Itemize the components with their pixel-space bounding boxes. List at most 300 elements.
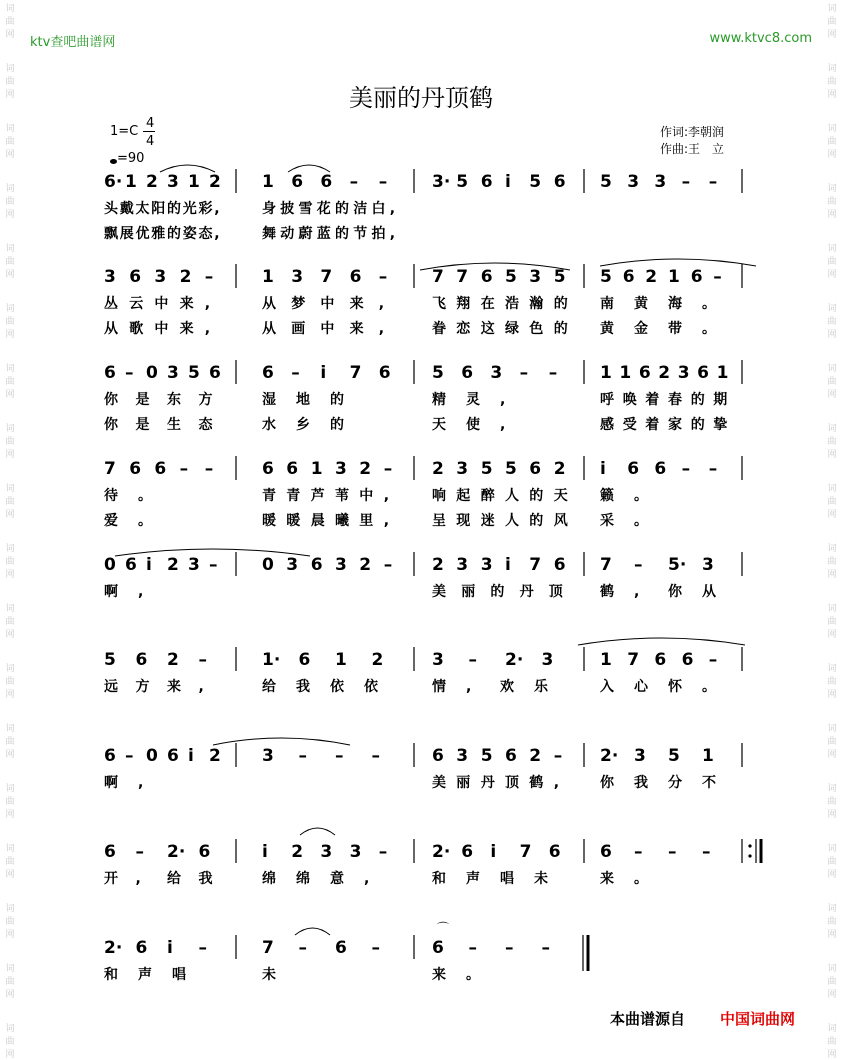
note: 6 [135, 650, 148, 670]
watermark-glyph: 曲 [827, 137, 837, 147]
watermark-glyph: 曲 [827, 617, 837, 627]
lyric-char: 南 [600, 296, 614, 312]
note: 6 [654, 459, 667, 479]
lyric-char: 来 [600, 871, 614, 887]
lyric-char-verse2: 恋 [456, 321, 471, 337]
lyric-char: 中 [154, 296, 169, 312]
lyric-char: 彩 [198, 201, 213, 217]
lyric-char-verse2: 态 [198, 417, 213, 433]
lyric-char-verse2: 画 [291, 321, 306, 337]
lyric-char: 依 [364, 679, 378, 695]
watermark-glyph: 词 [827, 724, 837, 734]
lyric-char: 的 [553, 296, 568, 312]
note: 6 [553, 172, 566, 192]
note: 0 [146, 746, 158, 766]
lyric-char: 方 [135, 679, 150, 695]
note: 2 [529, 746, 542, 766]
watermark-glyph: 曲 [827, 77, 837, 87]
note: 5· [668, 555, 687, 575]
watermark-glyph: 词 [5, 724, 15, 734]
note: 5 [480, 746, 493, 766]
lyric-char: 是 [135, 392, 150, 408]
lyric-char-verse2: 动 [280, 226, 295, 242]
lyric-char: 湿 [262, 392, 276, 408]
note: 6 [125, 555, 137, 575]
lyric-char-verse2: 乡 [296, 417, 310, 433]
lyric-char: 远 [104, 679, 118, 695]
note: 7 [519, 842, 532, 862]
lyric-char: 籁 [600, 488, 614, 504]
watermark-glyph: 曲 [5, 137, 15, 147]
watermark-glyph: 曲 [827, 917, 837, 927]
note: 2 [209, 172, 221, 192]
note: 7 [320, 267, 333, 287]
lyric-char: 来 [432, 967, 446, 983]
watermark-glyph: 词 [827, 1024, 837, 1034]
lyric-char: 。 [138, 488, 152, 504]
note: 6 [461, 842, 474, 862]
lyric-char: 和 [104, 967, 118, 983]
lyric-char: 戴 [119, 201, 134, 217]
note: 1 [619, 363, 632, 383]
note: 1 [262, 267, 274, 287]
note: 5 [553, 267, 566, 287]
lyric-char-verse2: 蓝 [316, 226, 331, 242]
watermark-glyph: 曲 [827, 497, 837, 507]
watermark-glyph: 曲 [827, 737, 837, 747]
lyric-char: 我 [198, 871, 213, 887]
note: – [541, 938, 550, 958]
lyric-char: 身 [262, 201, 276, 217]
repeat-dot [748, 854, 751, 857]
lyric-char: 给 [167, 871, 181, 887]
watermark-glyph: 曲 [827, 197, 837, 207]
lyric-char: , [389, 201, 396, 217]
note: 5 [505, 267, 517, 287]
lyric-char: 未 [262, 967, 276, 983]
watermark-glyph: 网 [5, 90, 15, 100]
lyric-char-verse2: 呈 [432, 513, 446, 529]
lyric-char-verse2: 节 [353, 226, 368, 242]
lyric-char: 丹 [480, 775, 495, 791]
song-title: 美丽的丹顶鹤 [349, 84, 493, 112]
lyric-char-verse2: 暖 [262, 513, 276, 529]
slur [288, 165, 330, 172]
note: – [702, 842, 711, 862]
lyric-char-verse2: 的 [330, 417, 344, 433]
note: – [634, 555, 643, 575]
slur [160, 165, 215, 172]
note: 3 [320, 842, 333, 862]
lyric-char: , [500, 392, 506, 408]
watermark-glyph: 网 [5, 270, 15, 280]
slur [578, 638, 745, 645]
lyric-char-verse2: 生 [167, 417, 181, 433]
lyric-char: 绵 [296, 871, 310, 887]
lyric-char: 披 [280, 201, 295, 217]
watermark-glyph: 词 [827, 64, 837, 74]
lyric-char: 啊 [104, 775, 118, 791]
watermark-glyph: 曲 [5, 677, 15, 687]
note: 7 [432, 267, 444, 287]
note: 2 [359, 555, 372, 575]
lyric-char-verse2: 里 [359, 513, 374, 529]
note: 3 [167, 172, 179, 192]
watermark-glyph: 曲 [5, 497, 15, 507]
note: 3 [456, 746, 469, 766]
lyric-char: 来 [179, 296, 194, 312]
watermark-glyph: 网 [5, 810, 15, 820]
lyric-char-verse2: 中 [154, 321, 169, 337]
watermark-glyph: 网 [5, 390, 15, 400]
watermark-glyph: 词 [827, 484, 837, 494]
note: 1 [262, 172, 274, 192]
tempo-value: =90 [117, 151, 145, 166]
note: i [146, 555, 152, 575]
note: 3 [188, 555, 200, 575]
lyric-char: 丹 [519, 584, 534, 600]
lyric-char-verse2: , [500, 417, 506, 433]
lyric-char: 乐 [534, 679, 548, 695]
note: 7 [600, 555, 612, 575]
note: – [378, 172, 388, 192]
watermark-glyph: 网 [827, 30, 837, 40]
note: – [135, 842, 144, 862]
watermark-glyph: 词 [5, 304, 15, 314]
note: – [125, 746, 134, 766]
lyric-char: 芦 [310, 488, 325, 504]
lyric-char: 人 [505, 488, 519, 504]
note: 2 [371, 650, 384, 670]
watermark-glyph: 曲 [827, 557, 837, 567]
note: – [371, 938, 380, 958]
watermark-glyph: 曲 [827, 437, 837, 447]
note: 2 [167, 650, 179, 670]
lyric-char: 美 [432, 775, 446, 791]
note: 6· [104, 172, 123, 192]
watermark-glyph: 曲 [827, 977, 837, 987]
lyric-char-verse2: 眷 [432, 321, 446, 337]
lyric-char: 梦 [291, 296, 306, 312]
watermark-glyph: 网 [827, 870, 837, 880]
note: 6 [505, 746, 517, 766]
note: 2 [645, 267, 658, 287]
note: 6 [622, 267, 635, 287]
lyric-char-verse2: 来 [179, 321, 194, 337]
note: 7 [262, 938, 274, 958]
lyric-char: 开 [104, 871, 118, 887]
note: i [167, 938, 173, 958]
lyric-char: 天 [553, 488, 568, 504]
note: 5 [668, 746, 680, 766]
note: 6 [291, 172, 304, 192]
lyric-char: 从 [262, 296, 276, 312]
watermark-glyph: 词 [827, 184, 837, 194]
watermark-glyph: 网 [5, 750, 15, 760]
lyric-char: 声 [138, 967, 152, 983]
lyric-char-verse2: 。 [634, 513, 648, 529]
lyric-char-verse2: 带 [668, 321, 682, 337]
note: – [519, 363, 529, 383]
time-sig-top: 4 [146, 116, 155, 131]
lyric-char-verse2: , [389, 226, 396, 242]
note: i [505, 555, 511, 575]
lyric-char: , [138, 775, 144, 791]
note: i [600, 459, 606, 479]
note: 6 [129, 459, 142, 479]
watermark-glyph: 网 [5, 930, 15, 940]
lyric-char-verse2: 从 [104, 321, 118, 337]
watermark-glyph: 词 [827, 604, 837, 614]
watermark-glyph: 词 [5, 904, 15, 914]
note: 6 [104, 746, 116, 766]
note: 3 [432, 650, 444, 670]
note: – [298, 746, 307, 766]
key-signature: 1=C [110, 124, 139, 139]
lyric-char: 。 [466, 967, 480, 983]
note: 2 [658, 363, 671, 383]
note: 1 [188, 172, 200, 192]
note: 6 [480, 267, 493, 287]
lyric-char: 起 [456, 488, 471, 504]
lyric-char-verse2: 天 [432, 417, 446, 433]
watermark-glyph: 词 [5, 4, 15, 14]
lyric-char: 苇 [335, 488, 349, 504]
lyric-char: 东 [167, 392, 181, 408]
lyric-char: 的 [490, 584, 505, 600]
watermark-glyph: 曲 [5, 1037, 15, 1047]
watermark-glyph: 网 [5, 330, 15, 340]
lyric-char-verse2: , [214, 226, 220, 242]
lyric-char-verse2: 采 [600, 513, 614, 529]
lyric-char: 我 [634, 775, 648, 791]
lyric-char: 不 [702, 775, 716, 791]
note: 5 [104, 650, 116, 670]
watermark-glyph: 词 [5, 64, 15, 74]
note: 3 [627, 172, 640, 192]
watermark-glyph: 词 [5, 244, 15, 254]
lyric-char: 青 [286, 488, 301, 504]
note: 7 [104, 459, 116, 479]
lyric-char: 洁 [353, 201, 368, 217]
lyric-char: 精 [432, 392, 446, 408]
watermark-glyph: 曲 [5, 737, 15, 747]
note: – [634, 842, 643, 862]
watermark-glyph: 网 [827, 90, 837, 100]
note: – [371, 746, 380, 766]
lyric-char: 。 [702, 296, 716, 312]
note: – [378, 842, 388, 862]
note: 3 [654, 172, 667, 192]
lyric-char-verse2: 水 [262, 417, 276, 433]
watermark-glyph: 网 [827, 690, 837, 700]
note: 6 [104, 363, 116, 383]
note: 3 [634, 746, 646, 766]
note: 6 [627, 459, 640, 479]
watermark-glyph: 词 [827, 364, 837, 374]
lyric-char: , [198, 679, 204, 695]
watermark-glyph: 网 [827, 630, 837, 640]
lyric-char-verse2: 色 [529, 321, 544, 337]
note: 2 [359, 459, 372, 479]
watermark-glyph: 曲 [5, 977, 15, 987]
watermark-glyph: 网 [827, 390, 837, 400]
note: – [553, 746, 563, 766]
note: 7 [456, 267, 469, 287]
note: 6 [129, 267, 142, 287]
watermark-glyph: 词 [5, 364, 15, 374]
note: 3 [702, 555, 714, 575]
watermark-glyph: 网 [827, 990, 837, 1000]
note: – [708, 459, 718, 479]
lyric-char: 雪 [298, 201, 313, 217]
lyric-char: 春 [668, 392, 682, 408]
lyric-char: 阳 [151, 201, 166, 217]
note: 3 [167, 363, 179, 383]
note: 6 [432, 938, 444, 958]
slur [213, 738, 350, 745]
lyric-char: , [634, 584, 640, 600]
watermark-glyph: 词 [5, 844, 15, 854]
note: 5 [529, 172, 542, 192]
lyric-char: 呼 [600, 392, 614, 408]
watermark-glyph: 词 [827, 964, 837, 974]
note: – [204, 459, 214, 479]
note: 2 [553, 459, 566, 479]
watermark-glyph: 词 [5, 1024, 15, 1034]
slur [600, 259, 756, 266]
lyric-char: , [383, 488, 390, 504]
watermark-glyph: 词 [827, 544, 837, 554]
lyric-char: 未 [534, 871, 548, 887]
note: – [708, 172, 718, 192]
composer-credit: 作曲:王 立 [660, 142, 725, 156]
watermark-glyph: 网 [827, 510, 837, 520]
note: 3 [349, 842, 362, 862]
lyric-char-verse2: 拍 [371, 226, 386, 242]
lyric-char: 情 [432, 679, 446, 695]
watermark-glyph: 词 [5, 124, 15, 134]
note: 6 [697, 363, 709, 383]
watermark-glyph: 网 [5, 990, 15, 1000]
watermark-glyph: 词 [5, 184, 15, 194]
note: 1 [125, 172, 137, 192]
site-url-right[interactable]: www.ktvc8.com [709, 31, 812, 46]
lyric-char-verse2: 是 [135, 417, 150, 433]
lyric-char: 云 [129, 296, 144, 312]
note: 5 [432, 363, 444, 383]
note: i [262, 842, 268, 862]
note: 6 [349, 267, 362, 287]
watermark-glyph: 曲 [827, 17, 837, 27]
note: 3 [154, 267, 167, 287]
watermark-glyph: 曲 [5, 557, 15, 567]
lyric-char-verse2: 雅 [151, 226, 166, 242]
note: 1 [310, 459, 323, 479]
note: – [668, 842, 677, 862]
lyric-char: 美 [432, 584, 446, 600]
lyric-char: 分 [668, 775, 682, 791]
lyric-char: 顶 [505, 775, 519, 791]
watermark-glyph: 网 [5, 630, 15, 640]
lyric-char: 欢 [500, 679, 514, 695]
note: 6 [310, 555, 323, 575]
lyric-char: 待 [104, 488, 118, 504]
note: 5 [505, 459, 517, 479]
watermark-glyph: 曲 [5, 377, 15, 387]
lyric-char-verse2: 。 [702, 321, 716, 337]
lyric-char-verse2: 黄 [600, 321, 614, 337]
note: 3· [432, 172, 451, 192]
note: 1 [600, 363, 612, 383]
lyric-char: 太 [135, 201, 150, 217]
watermark-glyph: 词 [5, 604, 15, 614]
note: 6 [654, 650, 667, 670]
note: – [291, 363, 300, 383]
watermark-glyph: 词 [5, 544, 15, 554]
lyric-char: 啊 [104, 584, 118, 600]
footer-source-brand[interactable]: 中国词曲网 [720, 1010, 796, 1028]
note: – [681, 459, 691, 479]
lyric-char: 海 [668, 296, 682, 312]
note: 3 [335, 459, 347, 479]
note: 6 [262, 459, 274, 479]
note: 6 [432, 746, 444, 766]
note: – [383, 459, 393, 479]
note: 6 [600, 842, 612, 862]
watermark-glyph: 网 [5, 150, 15, 160]
lyric-char: 鹤 [529, 775, 544, 791]
note: 3 [456, 459, 469, 479]
note: – [204, 267, 214, 287]
note: 6 [529, 459, 542, 479]
note: 2 [432, 459, 444, 479]
note: – [468, 650, 477, 670]
note: 7 [349, 363, 362, 383]
lyric-char: 的 [529, 488, 544, 504]
lyric-char: 在 [480, 296, 495, 312]
note: – [468, 938, 477, 958]
note: – [179, 459, 189, 479]
note: 2 [179, 267, 192, 287]
note: – [505, 938, 514, 958]
lyric-char: , [466, 679, 472, 695]
site-name-left[interactable]: ktv查吧曲谱网 [30, 35, 116, 50]
watermark-glyph: 曲 [5, 617, 15, 627]
lyric-char: 瀚 [529, 296, 544, 312]
lyric-char: 的 [690, 392, 705, 408]
note: 3 [286, 555, 299, 575]
lyric-char: 的 [330, 392, 344, 408]
note: 5 [188, 363, 200, 383]
lyric-char: 声 [466, 871, 480, 887]
watermark-glyph: 网 [5, 570, 15, 580]
lyric-char: 来 [167, 679, 181, 695]
watermark-glyph: 词 [827, 304, 837, 314]
lyric-char-verse2: 你 [104, 417, 118, 433]
footer-source-label: 本曲谱源自 [610, 1010, 686, 1028]
lyric-char-verse2: 迷 [480, 513, 495, 529]
note: 2 [146, 172, 158, 192]
lyric-char: 丽 [461, 584, 476, 600]
note: 6 [209, 363, 221, 383]
note: 3 [456, 555, 469, 575]
repeat-dot [748, 844, 751, 847]
lyric-char: 我 [296, 679, 310, 695]
lyric-char: 丛 [104, 296, 118, 312]
lyric-char-verse2: 中 [320, 321, 335, 337]
watermark-glyph: 曲 [827, 377, 837, 387]
